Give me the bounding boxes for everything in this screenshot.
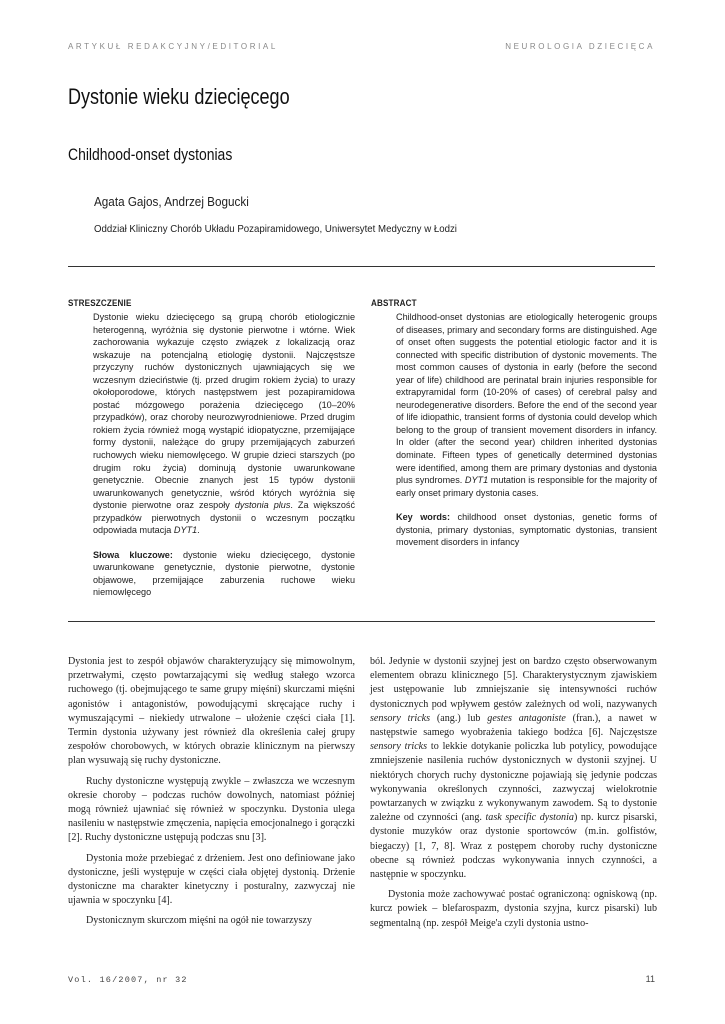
author-list: Agata Gajos, Andrzej Bogucki: [94, 194, 249, 209]
article-title-english: Childhood-onset dystonias: [68, 145, 233, 164]
english-keywords: Key words: childhood onset dystonias, genetic forms of dystonia, primary dystonias, symptomatic dystonias, transient movement disorders in infancy: [396, 512, 657, 548]
body-paragraph: Dystonia może zachowywać postać ograniczoną: ogniskową (np. kurcz powiek – blefarospazm, dystonia szyjna, kurcz pisarski) lub segmentalną (np. zespół Meige'a czyli dystonia ustno-: [370, 889, 657, 929]
article-title-polish: Dystonie wieku dziecięcego: [68, 84, 290, 109]
body-column-left: [68, 655, 355, 935]
body-paragraph: Dystonia jest to zespół objawów charakteryzujący się mimowolnym, przetrwałymi, często powtarzającymi się według stałego wzorca ruchowego (tj. obejmującego te same grupy mięśni) skurczami mięśni agonistów i antagonistów, powodującymi skręcające ruchy i wymuszającymi – niekiedy utrwalone – ułożenie części ciała [1]. Termin dystonia używany jest również dla określenia całej grupy zespołów chorobowych, w których obrazie klinicznym na pierwszy plan wysuwają się ruchy dystoniczne.: [68, 656, 355, 767]
body-paragraph: Dystonicznym skurczom mięśni na ogół nie towarzyszy: [86, 915, 312, 927]
running-header-right: NEUROLOGIA DZIECIĘCA: [505, 42, 655, 51]
abstract-body: Childhood-onset dystonias are etiologically heterogenic groups of diseases, primary and secondary forms are distinguished. Age of onset often suggests the potential etiologic factor and it is connected with specific distribution of dystonic movements. The most common causes of dystonia in early (before the second year of life) childhood are perinatal brain injuries responsible for extrapyramidal form (10-20% of cases) of cerebral palsy and neurodegenerative disorders. Before the end of the second year of life idiopathic, transient forms of dystonia could develop which belong to the group of transient movement disorders in infancy. In older (after the second year) children inherited dystonias dominate. Fifteen types of genetically determined dystonias were identified, among them are primary dystonias and dystonia plus syndromes. DYT1 mutation is responsible for the majority of early onset primary dystonia cases.: [396, 312, 657, 498]
streszczenie-heading: STRESZCZENIE: [68, 298, 132, 309]
running-header-left: ARTYKUŁ REDAKCYJNY/EDITORIAL: [68, 42, 278, 51]
body-paragraph: ból. Jedynie w dystonii szyjnej jest on bardzo często obserwowanym elementem obrazu klinicznego [5]. Charakterystycznym zjawiskiem jest ustępowanie lub zmniejszanie się intensywności ruchów dystonicznych pod wpływem gestów zależnych od woli, nazywanych sensory tricks (ang.) lub gestes antagoniste (fran.), a nawet w następstwie samego wyobrażenia takiego bodźca [6]. Najczęstsze sensory tricks to lekkie dotykanie policzka lub potylicy, powodujące zmniejszenie nasilenia ruchów dystonicznych w dystonii szyjnej. U niektórych chorych ruchy dystoniczne pojawiają się jedynie podczas wykonywania określonych czynności, zazwyczaj wielokrotnie powtarzanych w związku z wykonywanym zawodem. Są to dystonie zależne od czynności (ang. task specific dystonia) np. kurcz pisarski, dystonie muzyków oraz dystonie sportowców (m.in. golfistów, biegaczy) [1, 7, 8]. Wraz z postępem choroby ruchy dystoniczne obecne są również podczas wykonywania innych czynności, a następnie w spoczynku.: [370, 656, 658, 881]
streszczenie-body: Dystonie wieku dziecięcego są grupą chorób etiologicznie heterogenną, wyróżnia się dystonie pierwotne i wtórne. Wiek zachorowania wykazuje często związek z lokalizacją oraz wskazuje na potencjalną etiologię dystonii. Najczęstsze przyczyny ruchów dystonicznych ujawniających się we wczesnym dzieciństwie (tj. przed drugim rokiem życia) to urazy okołoporodowe, których następstwem jest pozapiramidowa postać mózgowego porażenia dziecięcego (10–20% przypadków), oraz choroby neurozwyrodnieniowe. Przed drugim rokiem życia również mogą wystąpić idiopatyczne, przemijające formy dystonii, należące do grupy przemijających zaburzeń ruchowych wieku niemowlęcego. W grupie dzieci starszych (po drugim roku życia) dominują dystonie uwarunkowane genetycznie. Obecnie znanych jest 15 typów dystonii uwarunkowanych genetycznie, wśród których wyróżnia się dystonie pierwotne oraz zespoły dystonia plus. Za większość przypadków pierwotnych dystonii o wczesnym początku odpowiada mutacja DYT1.: [93, 312, 355, 536]
abstract-section: [371, 298, 657, 549]
volume-info: Vol. 16/2007, nr 32: [68, 975, 188, 985]
streszczenie-section: [68, 298, 355, 599]
divider-bottom: [68, 621, 655, 622]
abstract-heading: ABSTRACT: [371, 298, 417, 309]
body-paragraph: Dystonia może przebiegać z drżeniem. Jest ono definiowane jako dystoniczne, jeśli występuje w części ciała objętej dystonią. Drżenie dystoniczne ma charakter kinetyczny i posturalny, zazwyczaj nie ujawnia w spoczynku [4].: [68, 852, 355, 907]
divider-top: [68, 266, 655, 267]
page-number: 11: [645, 974, 655, 984]
body-column-right: [370, 655, 657, 937]
author-affiliation: Oddział Kliniczny Chorób Układu Pozapiramidowego, Uniwersytet Medyczny w Łodzi: [94, 223, 457, 235]
polish-keywords: Słowa kluczowe: dystonie wieku dziecięcego, dystonie uwarunkowane genetycznie, dystonie pierwotne, dystonie objawowe, przemijające zaburzenia ruchowe wieku niemowlęcego: [93, 549, 356, 598]
body-paragraph: Ruchy dystoniczne występują zwykle – zwłaszcza we wczesnym okresie choroby – podczas ruchów dowolnych, natomiast później mogą również ujawniać się również w spoczynku. Dystonia ulega nasileniu w następstwie zmęczenia, napięcia emocjonalnego i gorączki [2]. Ruchy dystoniczne ustępują podczas snu [3].: [68, 775, 355, 844]
